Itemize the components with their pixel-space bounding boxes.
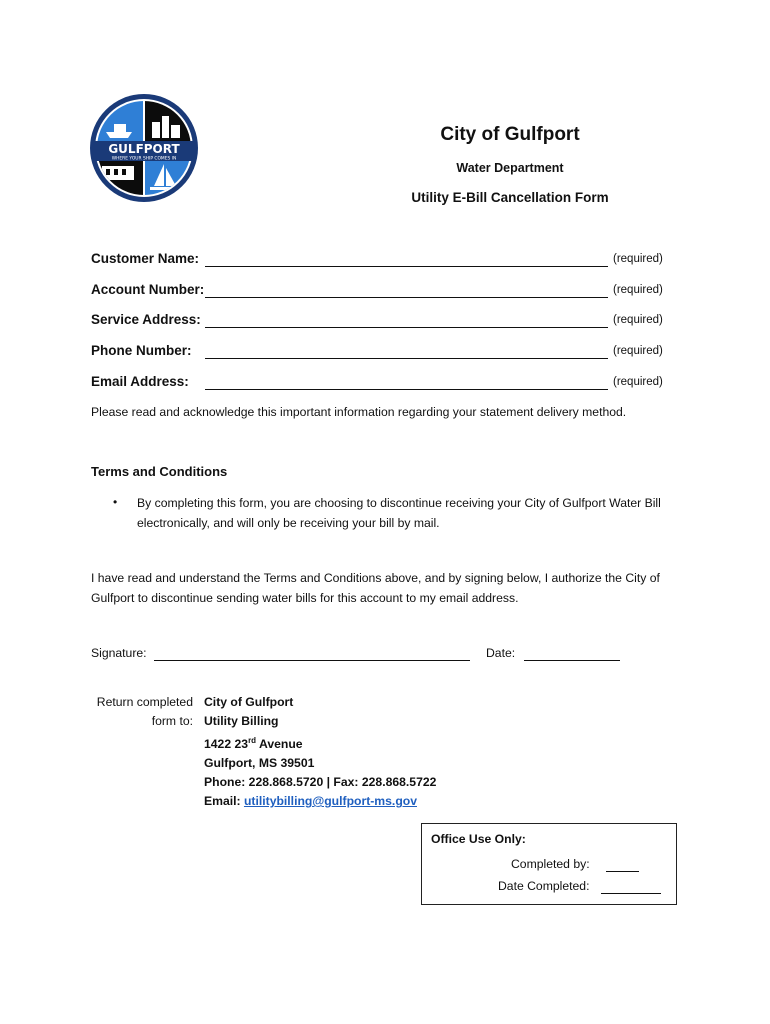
date-completed-field[interactable] [601, 893, 661, 894]
seal-tagline: WHERE YOUR SHIP COMES IN [111, 156, 177, 162]
return-org: City of Gulfport [204, 695, 294, 709]
completed-by-label: Completed by: [511, 857, 590, 871]
date-field[interactable] [524, 660, 620, 661]
customer-name-field[interactable] [205, 266, 608, 267]
service-address-field[interactable] [205, 327, 608, 328]
return-phone-fax: Phone: 228.868.5720 | Fax: 228.868.5722 [204, 775, 437, 790]
authorization-text: I have read and understand the Terms and Conditions above, and by signing below, I authorize the City of Gulfport to discontinue sending water bills for this account to my email address. [91, 571, 660, 605]
signature-field[interactable] [154, 660, 470, 661]
email-address-field[interactable] [205, 389, 608, 390]
ship-icon [106, 132, 132, 138]
signature-label: Signature: [91, 646, 147, 660]
date-completed-label: Date Completed: [498, 879, 590, 893]
customer-name-required: (required) [613, 253, 663, 265]
email-address-required: (required) [613, 376, 663, 388]
intro-text: Please read and acknowledge this important information regarding your statement delivery method. [91, 405, 627, 419]
terms-item: By completing this form, you are choosing to discontinue receiving your City of Gulfport Water Bill electronically, and will only be receiving your bill by mail. [137, 496, 661, 530]
return-label-line1: Return completed [96, 695, 193, 709]
phone-number-label: Phone Number: [91, 343, 192, 358]
return-city-state: Gulfport, MS 39501 [204, 756, 315, 771]
city-title: City of Gulfport [440, 124, 580, 145]
completed-by-field[interactable] [606, 871, 639, 872]
return-label [91, 693, 193, 731]
return-address [204, 693, 436, 811]
building-icon [152, 122, 160, 138]
return-email-row [204, 792, 436, 811]
service-address-required: (required) [613, 314, 663, 326]
form-title: Utility E-Bill Cancellation Form [411, 190, 609, 205]
department-title: Water Department [456, 161, 564, 175]
account-number-required: (required) [613, 284, 663, 296]
date-label: Date: [486, 646, 516, 660]
email-label: Email: [204, 794, 244, 809]
phone-number-field[interactable] [205, 358, 608, 359]
return-street: 1422 23rd Avenue [204, 736, 303, 752]
office-use-box [421, 823, 677, 905]
account-number-label: Account Number: [91, 282, 205, 297]
service-address-label: Service Address: [91, 312, 201, 327]
return-dept: Utility Billing [204, 714, 279, 728]
terms-heading: Terms and Conditions [91, 464, 228, 479]
return-label-line2: form to: [151, 714, 193, 728]
customer-name-label: Customer Name: [91, 251, 200, 266]
city-seal-logo [88, 92, 200, 204]
office-use-title: Office Use Only: [431, 832, 526, 846]
bullet-icon: • [113, 495, 118, 509]
seal-banner-text: GULFPORT [108, 142, 180, 156]
phone-number-required: (required) [613, 345, 663, 357]
account-number-field[interactable] [205, 297, 608, 298]
email-link[interactable]: utilitybilling@gulfport-ms.gov [243, 794, 417, 809]
email-address-label: Email Address: [91, 374, 189, 389]
